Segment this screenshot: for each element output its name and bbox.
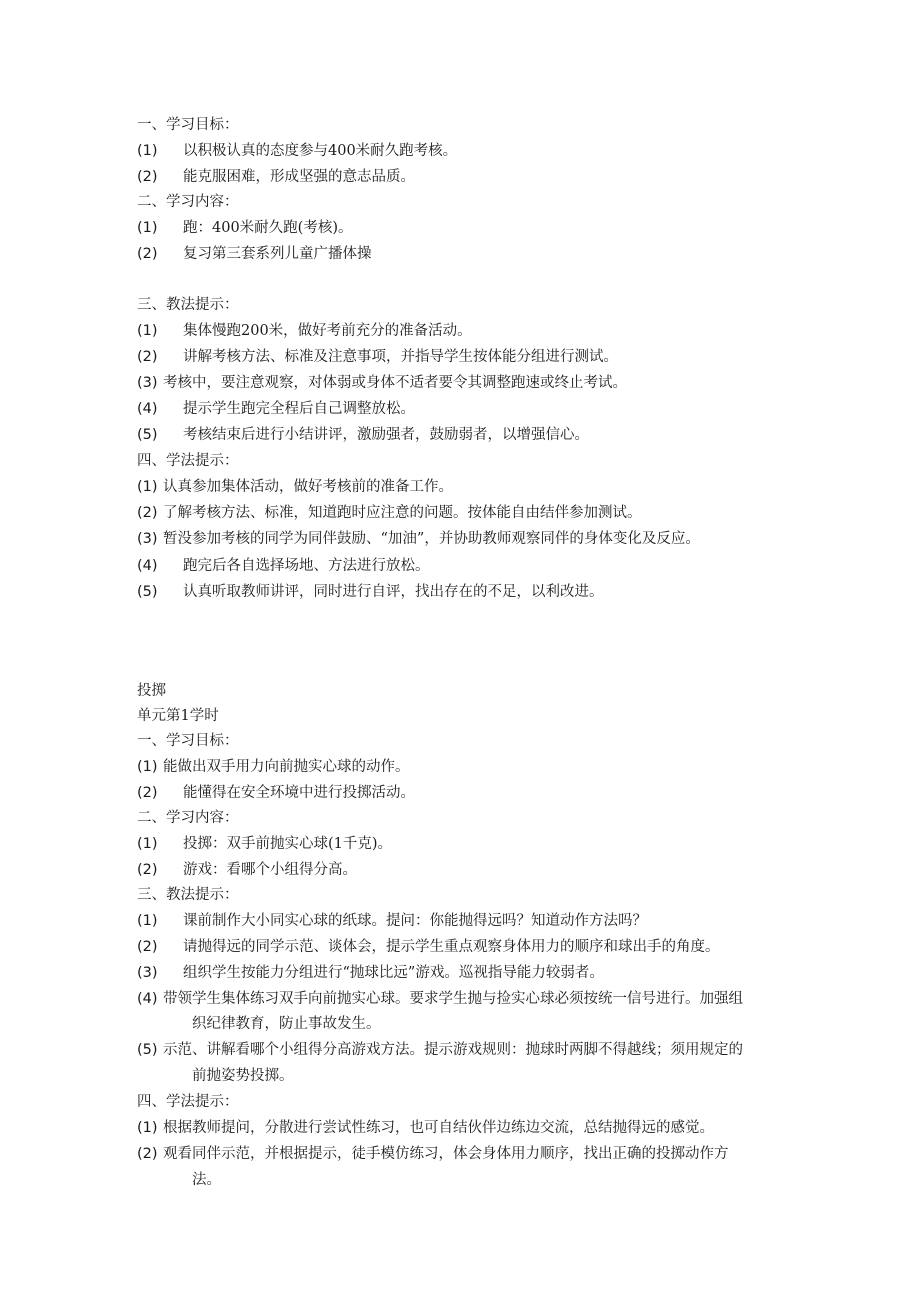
item-text: 提示学生跑完全程后自己调整放松。 xyxy=(183,401,415,417)
item-number: (3) xyxy=(137,375,158,391)
item-text: 跑：400米耐久跑(考核)。 xyxy=(183,220,353,236)
item-text: 集体慢跑200米，做好考前充分的准备活动。 xyxy=(183,323,472,339)
item-text: 暂没参加考核的同学为同伴鼓励、“加油”，并协助教师观察同伴的身体变化及反应。 xyxy=(163,531,700,547)
heading-content: 二、学习内容： xyxy=(137,194,239,210)
list-item xyxy=(137,555,430,577)
list-item xyxy=(137,502,642,524)
list-item xyxy=(137,476,453,498)
item-number: (5) xyxy=(137,427,158,443)
item-number: (2) xyxy=(137,246,158,262)
list-item-continuation: 织纪律教育，防止事故发生。 xyxy=(192,1016,381,1032)
list-item xyxy=(137,398,415,420)
item-text: 请抛得远的同学示范、谈体会，提示学生重点观察身体用力的顺序和球出手的角度。 xyxy=(183,939,720,955)
item-number: (2) xyxy=(137,505,158,521)
item-number: (1) xyxy=(137,220,158,236)
item-text: 了解考核方法、标准，知道跑时应注意的问题。按体能自由结伴参加测试。 xyxy=(163,505,642,521)
item-text: 复习第三套系列儿童广播体操 xyxy=(183,246,372,262)
list-item xyxy=(137,166,415,188)
list-item xyxy=(137,962,604,984)
list-item-continuation: 前抛姿势投掷。 xyxy=(192,1068,294,1084)
list-item xyxy=(137,988,743,1010)
item-text: 能懂得在安全环境中进行投掷活动。 xyxy=(183,785,415,801)
item-text: 以积极认真的态度参与400米耐久跑考核。 xyxy=(183,143,458,159)
item-number: (4) xyxy=(137,991,158,1007)
item-number: (1) xyxy=(137,1120,158,1136)
item-text: 跑完后各自选择场地、方法进行放松。 xyxy=(183,558,430,574)
item-text: 认真参加集体活动，做好考核前的准备工作。 xyxy=(163,479,453,495)
item-text: 考核结束后进行小结讲评，激励强者，鼓励弱者，以增强信心。 xyxy=(183,427,589,443)
item-number: (1) xyxy=(137,323,158,339)
heading-learning: 四、学法提示： xyxy=(137,1094,239,1110)
item-text: 示范、讲解看哪个小组得分高游戏方法。提示游戏规则：抛球时两脚不得越线；须用规定的 xyxy=(163,1042,743,1058)
heading-learning: 四、学法提示： xyxy=(137,453,239,469)
list-item xyxy=(137,320,472,342)
item-number: (2) xyxy=(137,169,158,185)
item-text: 能克服困难，形成坚强的意志品质。 xyxy=(183,169,415,185)
item-text: 能做出双手用力向前抛实心球的动作。 xyxy=(163,759,410,775)
list-item xyxy=(137,1039,743,1061)
list-item xyxy=(137,424,589,446)
list-item xyxy=(137,528,700,550)
item-number: (4) xyxy=(137,558,158,574)
item-number: (4) xyxy=(137,401,158,417)
item-number: (2) xyxy=(137,785,158,801)
list-item xyxy=(137,756,410,778)
list-item xyxy=(137,243,372,265)
item-text: 带领学生集体练习双手向前抛实心球。要求学生抛与捡实心球必须按统一信号进行。加强组 xyxy=(163,991,743,1007)
item-number: (3) xyxy=(137,531,158,547)
list-item xyxy=(137,1117,714,1139)
heading-goals: 一、学习目标： xyxy=(137,117,239,133)
item-text: 课前制作大小同实心球的纸球。提问：你能抛得远吗？知道动作方法吗？ xyxy=(183,913,647,929)
item-number: (3) xyxy=(137,965,158,981)
item-number: (1) xyxy=(137,759,158,775)
item-text: 观看同伴示范，并根据提示，徒手模仿练习，体会身体用力顺序，找出正确的投掷动作方 xyxy=(163,1146,729,1162)
list-item xyxy=(137,910,647,932)
list-item xyxy=(137,217,353,239)
item-text: 认真听取教师讲评，同时进行自评，找出存在的不足，以利改进。 xyxy=(183,584,604,600)
section-title: 投掷 xyxy=(137,683,166,699)
item-text: 组织学生按能力分组进行“抛球比远”游戏。巡视指导能力较弱者。 xyxy=(183,965,604,981)
item-number: (5) xyxy=(137,1042,158,1058)
list-item xyxy=(137,372,627,394)
list-item xyxy=(137,782,415,804)
item-text: 根据教师提问，分散进行尝试性练习，也可自结伙伴边练边交流，总结抛得远的感觉。 xyxy=(163,1120,714,1136)
item-number: (2) xyxy=(137,1146,158,1162)
item-text: 游戏：看哪个小组得分高。 xyxy=(183,862,357,878)
list-item xyxy=(137,859,357,881)
heading-goals: 一、学习目标： xyxy=(137,733,239,749)
item-number: (1) xyxy=(137,836,158,852)
unit-label: 单元第1学时 xyxy=(137,708,219,724)
item-number: (2) xyxy=(137,862,158,878)
list-item xyxy=(137,833,392,855)
item-text: 投掷：双手前抛实心球(1千克)。 xyxy=(183,836,393,852)
heading-teaching: 三、教法提示： xyxy=(137,887,239,903)
item-number: (5) xyxy=(137,584,158,600)
list-item-continuation: 法。 xyxy=(192,1172,221,1188)
item-number: (2) xyxy=(137,349,158,365)
list-item xyxy=(137,936,720,958)
item-text: 考核中，要注意观察，对体弱或身体不适者要令其调整跑速或终止考试。 xyxy=(163,375,627,391)
heading-content: 二、学习内容： xyxy=(137,810,239,826)
list-item xyxy=(137,140,457,162)
list-item xyxy=(137,346,618,368)
item-number: (1) xyxy=(137,913,158,929)
list-item xyxy=(137,1143,729,1165)
item-text: 讲解考核方法、标准及注意事项，并指导学生按体能分组进行测试。 xyxy=(183,349,618,365)
heading-teaching: 三、教法提示： xyxy=(137,297,239,313)
item-number: (1) xyxy=(137,143,158,159)
list-item xyxy=(137,581,604,603)
item-number: (1) xyxy=(137,479,158,495)
item-number: (2) xyxy=(137,939,158,955)
